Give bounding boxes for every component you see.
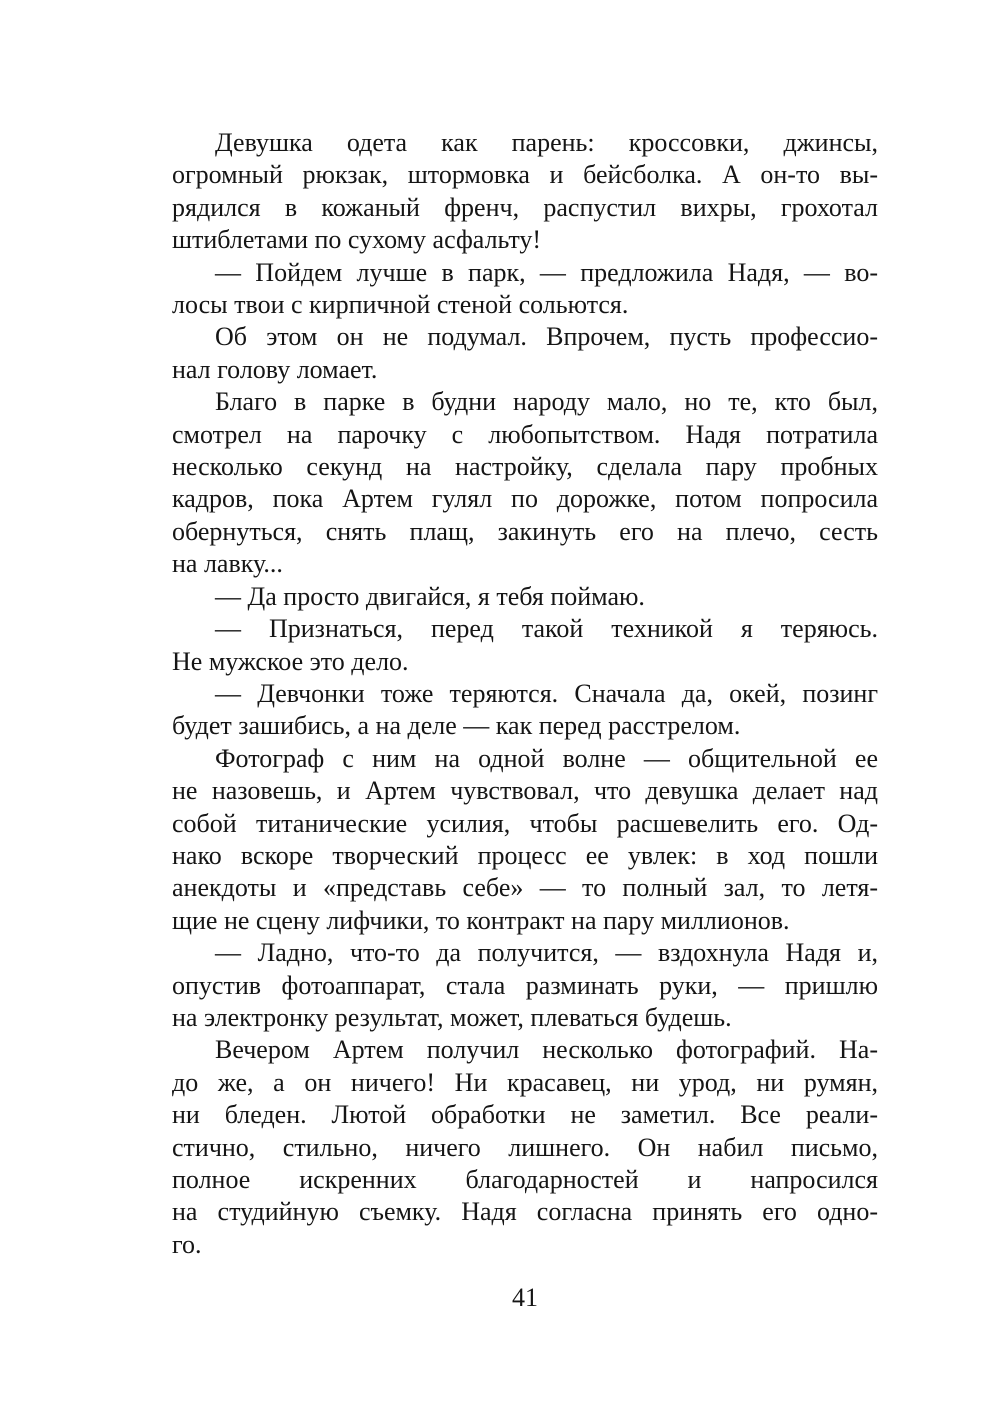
text-line: Благо в парке в будни народу мало, но те, кто был, xyxy=(215,387,878,417)
text-line: смотрел на парочку с любопытством. Надя потратила xyxy=(172,419,878,449)
text-line: — Признаться, перед такой техникой я теряюсь. xyxy=(215,614,878,644)
text-line: Вечером Артем получил несколько фотографий. На- xyxy=(215,1035,878,1065)
paragraph xyxy=(172,743,878,937)
text-line: го. xyxy=(172,1229,202,1259)
text-line: опустив фотоаппарат, стала разминать руки, — пришлю xyxy=(172,970,878,1000)
text-line: Фотограф с ним на одной волне — общительной ее xyxy=(215,743,878,773)
text-line: — Да просто двигайся, я тебя поймаю. xyxy=(215,581,645,611)
text-line: Не мужское это дело. xyxy=(172,646,409,676)
paragraph xyxy=(172,321,878,386)
text-line: рядился в кожаный френч, распустил вихры, грохотал xyxy=(172,192,878,222)
text-line: ни бледен. Лютой обработки не заметил. Все реали- xyxy=(172,1100,878,1130)
text-line: на лавку... xyxy=(172,549,283,579)
text-line: Об этом он не подумал. Впрочем, пусть профессио- xyxy=(215,322,878,352)
text-block xyxy=(172,127,878,1261)
text-line: — Ладно, что-то да получится, — вздохнула Надя и, xyxy=(215,938,878,968)
paragraph xyxy=(172,1034,878,1261)
text-line: штиблетами по сухому асфальту! xyxy=(172,225,542,255)
text-line: на электронку результат, может, плеваться будешь. xyxy=(172,1002,732,1032)
text-line: обернуться, снять плащ, закинуть его на плечо, сесть xyxy=(172,516,878,546)
text-line: лосы твои с кирпичной стеной сольются. xyxy=(172,290,629,320)
text-line: кадров, пока Артем гулял по дорожке, потом попросила xyxy=(172,484,878,514)
text-line: щие не сцену лифчики, то контракт на пару миллионов. xyxy=(172,905,790,935)
text-line: нал голову ломает. xyxy=(172,354,378,384)
paragraph xyxy=(172,386,878,580)
paragraph xyxy=(172,257,878,322)
paragraph xyxy=(172,678,878,743)
text-line: Девушка одета как парень: кроссовки, джинсы, xyxy=(215,128,878,157)
paragraph xyxy=(172,937,878,1034)
text-line: огромный рюкзак, штормовка и бейсболка. А он-то вы- xyxy=(172,160,878,190)
text-line: собой титанические усилия, чтобы расшевелить его. Од- xyxy=(172,808,878,838)
paragraph xyxy=(172,581,878,613)
text-line: не назовешь, и Артем чувствовал, что девушка делает над xyxy=(172,776,878,806)
text-line: несколько секунд на настройку, сделала пару пробных xyxy=(172,452,878,482)
text-line: будет зашибись, а на деле — как перед расстрелом. xyxy=(172,711,741,741)
page-number: 41 xyxy=(512,1283,538,1312)
paragraph xyxy=(172,613,878,678)
text-line: — Пойдем лучше в парк, — предложила Надя, — во- xyxy=(215,257,878,287)
text-line: нако вскоре творческий процесс ее увлек: в ход пошли xyxy=(172,840,878,870)
text-line: до же, а он ничего! Ни красавец, ни урод, ни румян, xyxy=(172,1067,878,1097)
paragraph xyxy=(172,127,878,257)
text-line: полное искренних благодарностей и напросился xyxy=(172,1165,878,1194)
text-line: стично, стильно, ничего лишнего. Он набил письмо, xyxy=(172,1132,878,1162)
text-line: — Девчонки тоже теряются. Сначала да, окей, позинг xyxy=(215,678,878,708)
text-line: анекдоты и «представь себе» — то полный зал, то летя- xyxy=(172,873,878,903)
text-line: на студийную съемку. Надя согласна принять его одно- xyxy=(172,1197,878,1227)
